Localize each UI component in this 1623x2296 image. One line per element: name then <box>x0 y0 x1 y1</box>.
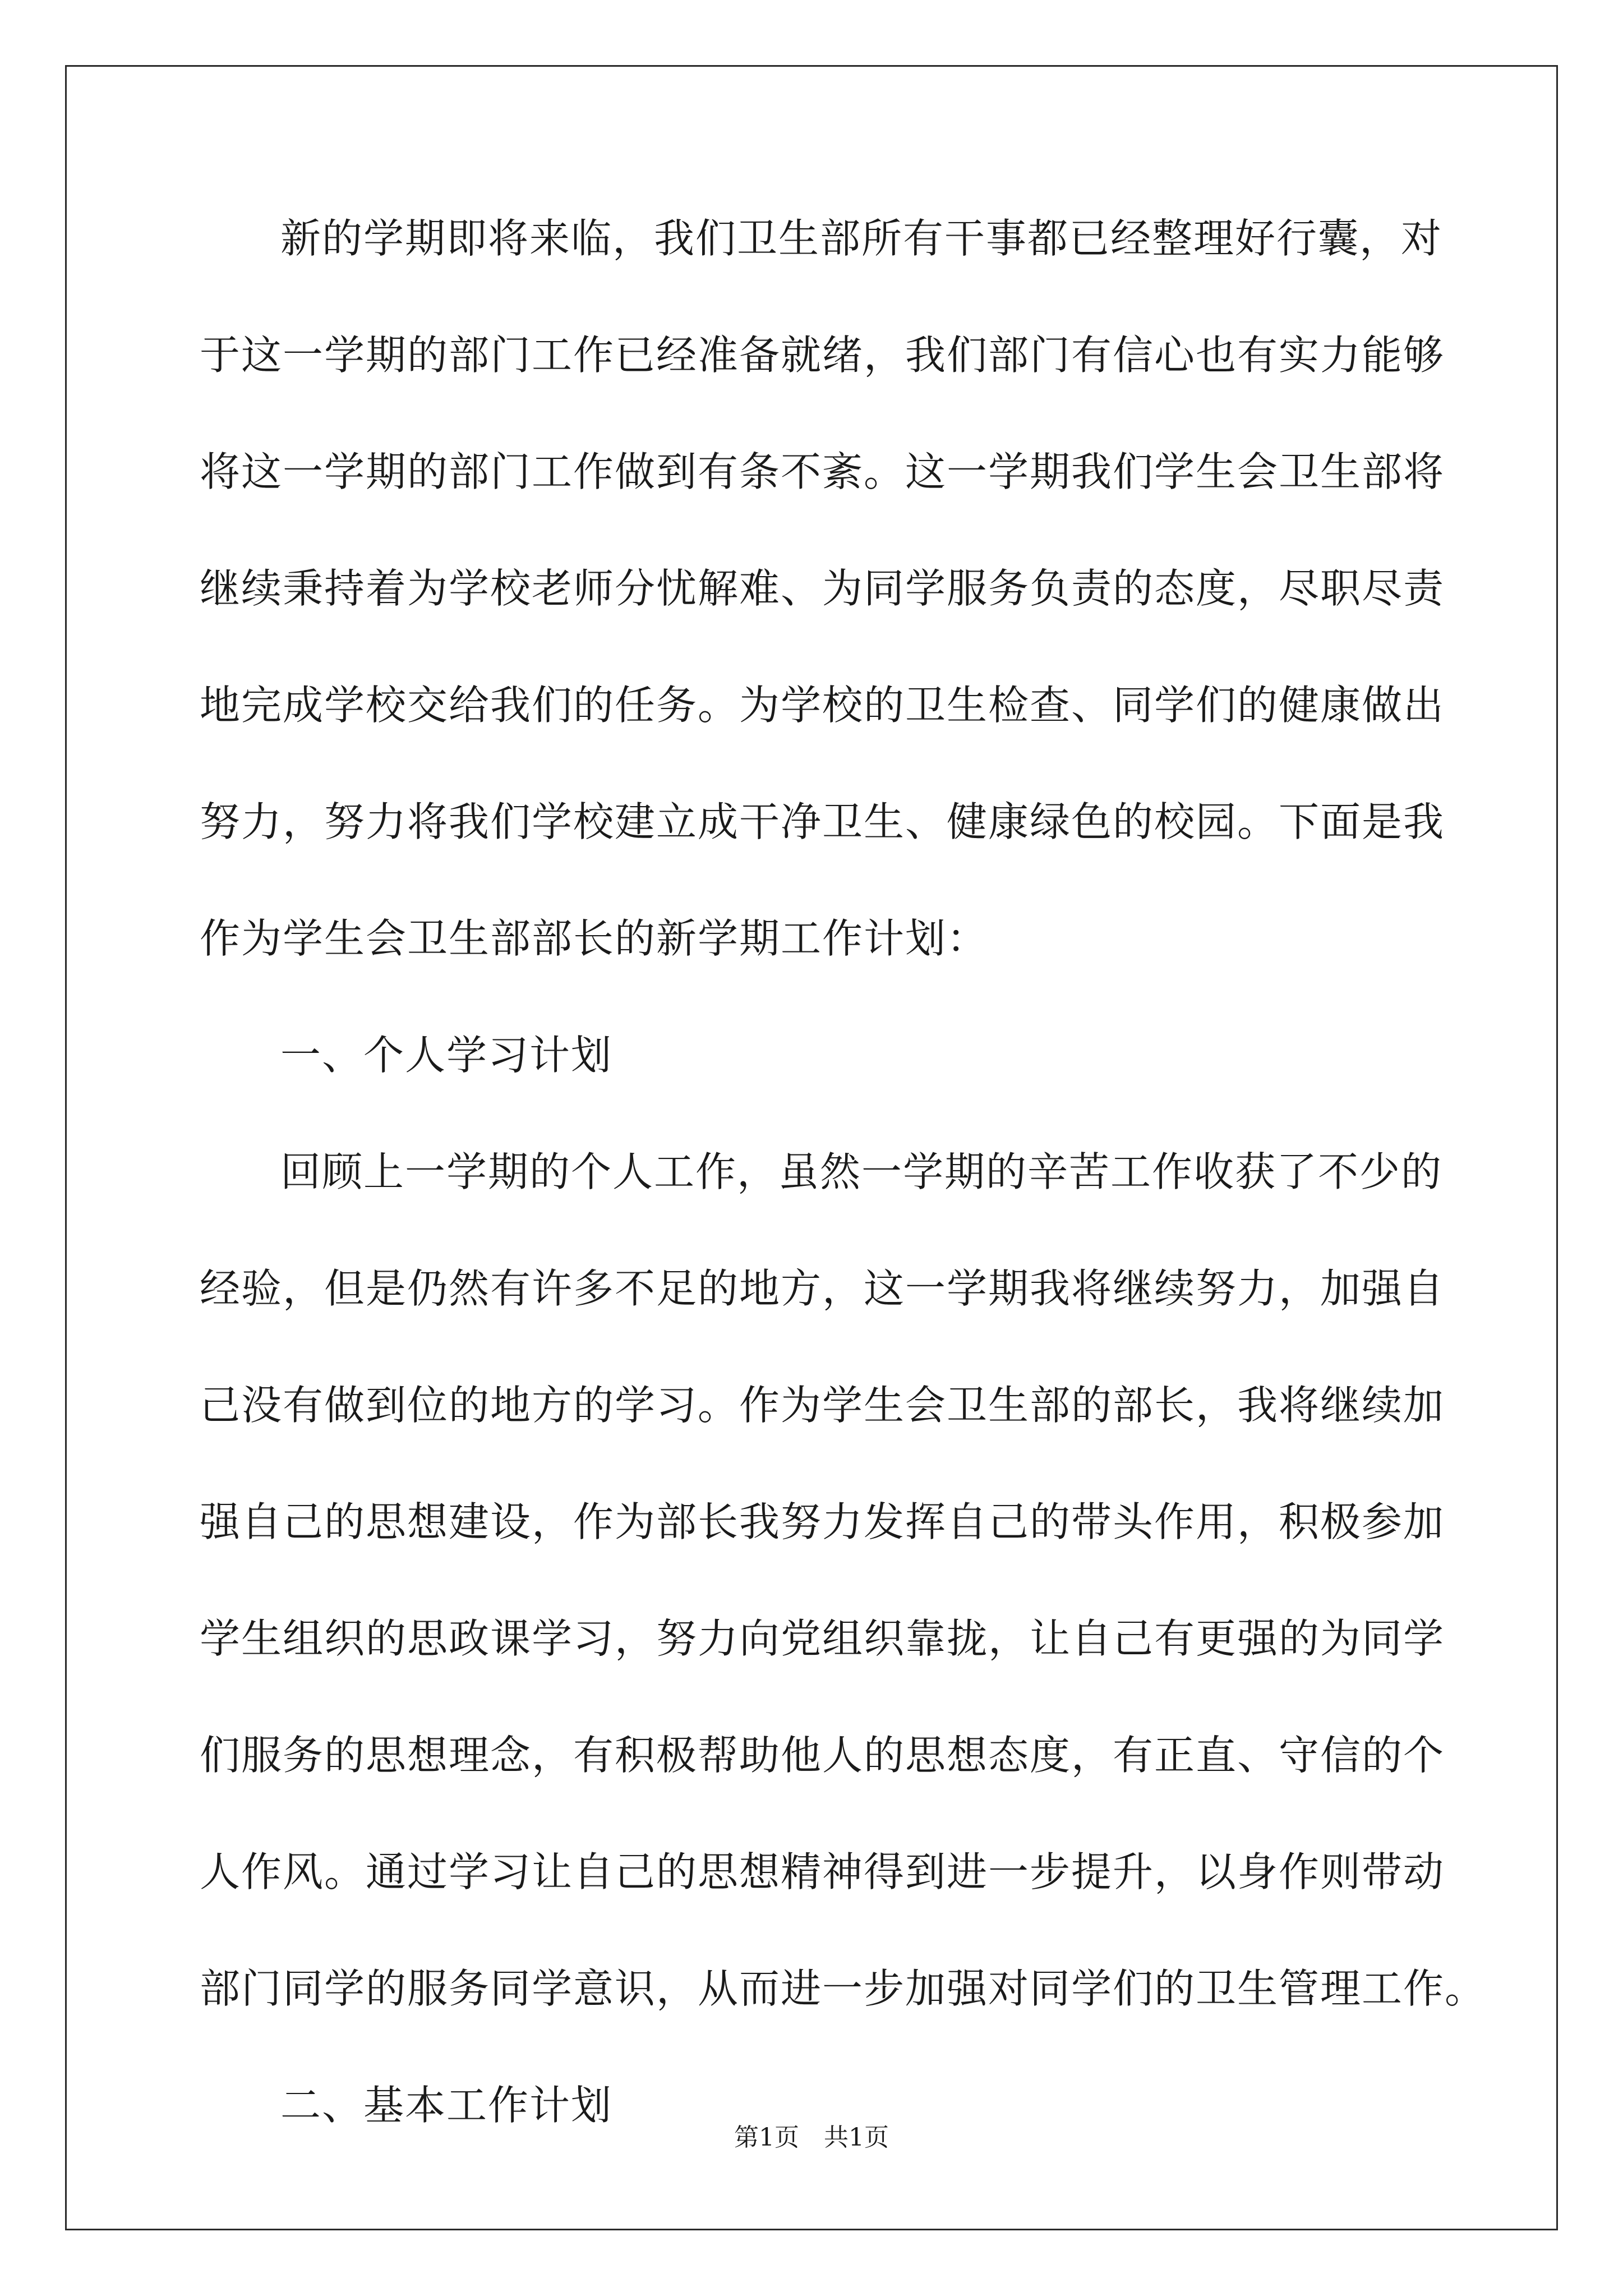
section-heading-2: 二、基本工作计划 <box>280 2082 613 2129</box>
paragraph-1-line-2: 于这一学期的部门工作已经准备就绪，我们部门有信心也有实力能够 <box>200 332 1445 379</box>
paragraph-2-line-2: 经验，但是仍然有许多不足的地方，这一学期我将继续努力，加强自 <box>200 1265 1445 1312</box>
paragraph-2-line-7: 人作风。通过学习让自己的思想精神得到进一步提升，以身作则带动 <box>200 1848 1445 1895</box>
section-heading-1: 一、个人学习计划 <box>280 1032 613 1079</box>
paragraph-2-line-4: 强自己的思想建设，作为部长我努力发挥自己的带头作用，积极参加 <box>200 1498 1445 1545</box>
paragraph-1-line-3: 将这一学期的部门工作做到有条不紊。这一学期我们学生会卫生部将 <box>200 448 1445 495</box>
page-footer: 第1页 共1页 <box>734 2123 889 2152</box>
paragraph-2-line-6: 们服务的思想理念，有积极帮助他人的思想态度，有正直、守信的个 <box>200 1732 1445 1779</box>
paragraph-2-line-5: 学生组织的思政课学习，努力向党组织靠拢，让自己有更强的为同学 <box>200 1615 1445 1662</box>
paragraph-2-line-3: 己没有做到位的地方的学习。作为学生会卫生部的部长，我将继续加 <box>200 1382 1445 1429</box>
paragraph-1-line-4: 继续秉持着为学校老师分忧解难、为同学服务负责的态度，尽职尽责 <box>200 565 1445 612</box>
paragraph-1-line-6: 努力，努力将我们学校建立成干净卫生、健康绿色的校园。下面是我 <box>200 798 1445 845</box>
paragraph-2-line-1: 回顾上一学期的个人工作，虽然一学期的辛苦工作收获了不少的 <box>280 1148 1443 1195</box>
paragraph-1-line-7: 作为学生会卫生部部长的新学期工作计划： <box>200 915 989 962</box>
paragraph-1-line-5: 地完成学校交给我们的任务。为学校的卫生检查、同学们的健康做出 <box>200 682 1445 729</box>
paragraph-1-line-1: 新的学期即将来临，我们卫生部所有干事都已经整理好行囊，对 <box>280 215 1443 262</box>
paragraph-2-line-8: 部门同学的服务同学意识，从而进一步加强对同学们的卫生管理工作。 <box>200 1965 1487 2012</box>
